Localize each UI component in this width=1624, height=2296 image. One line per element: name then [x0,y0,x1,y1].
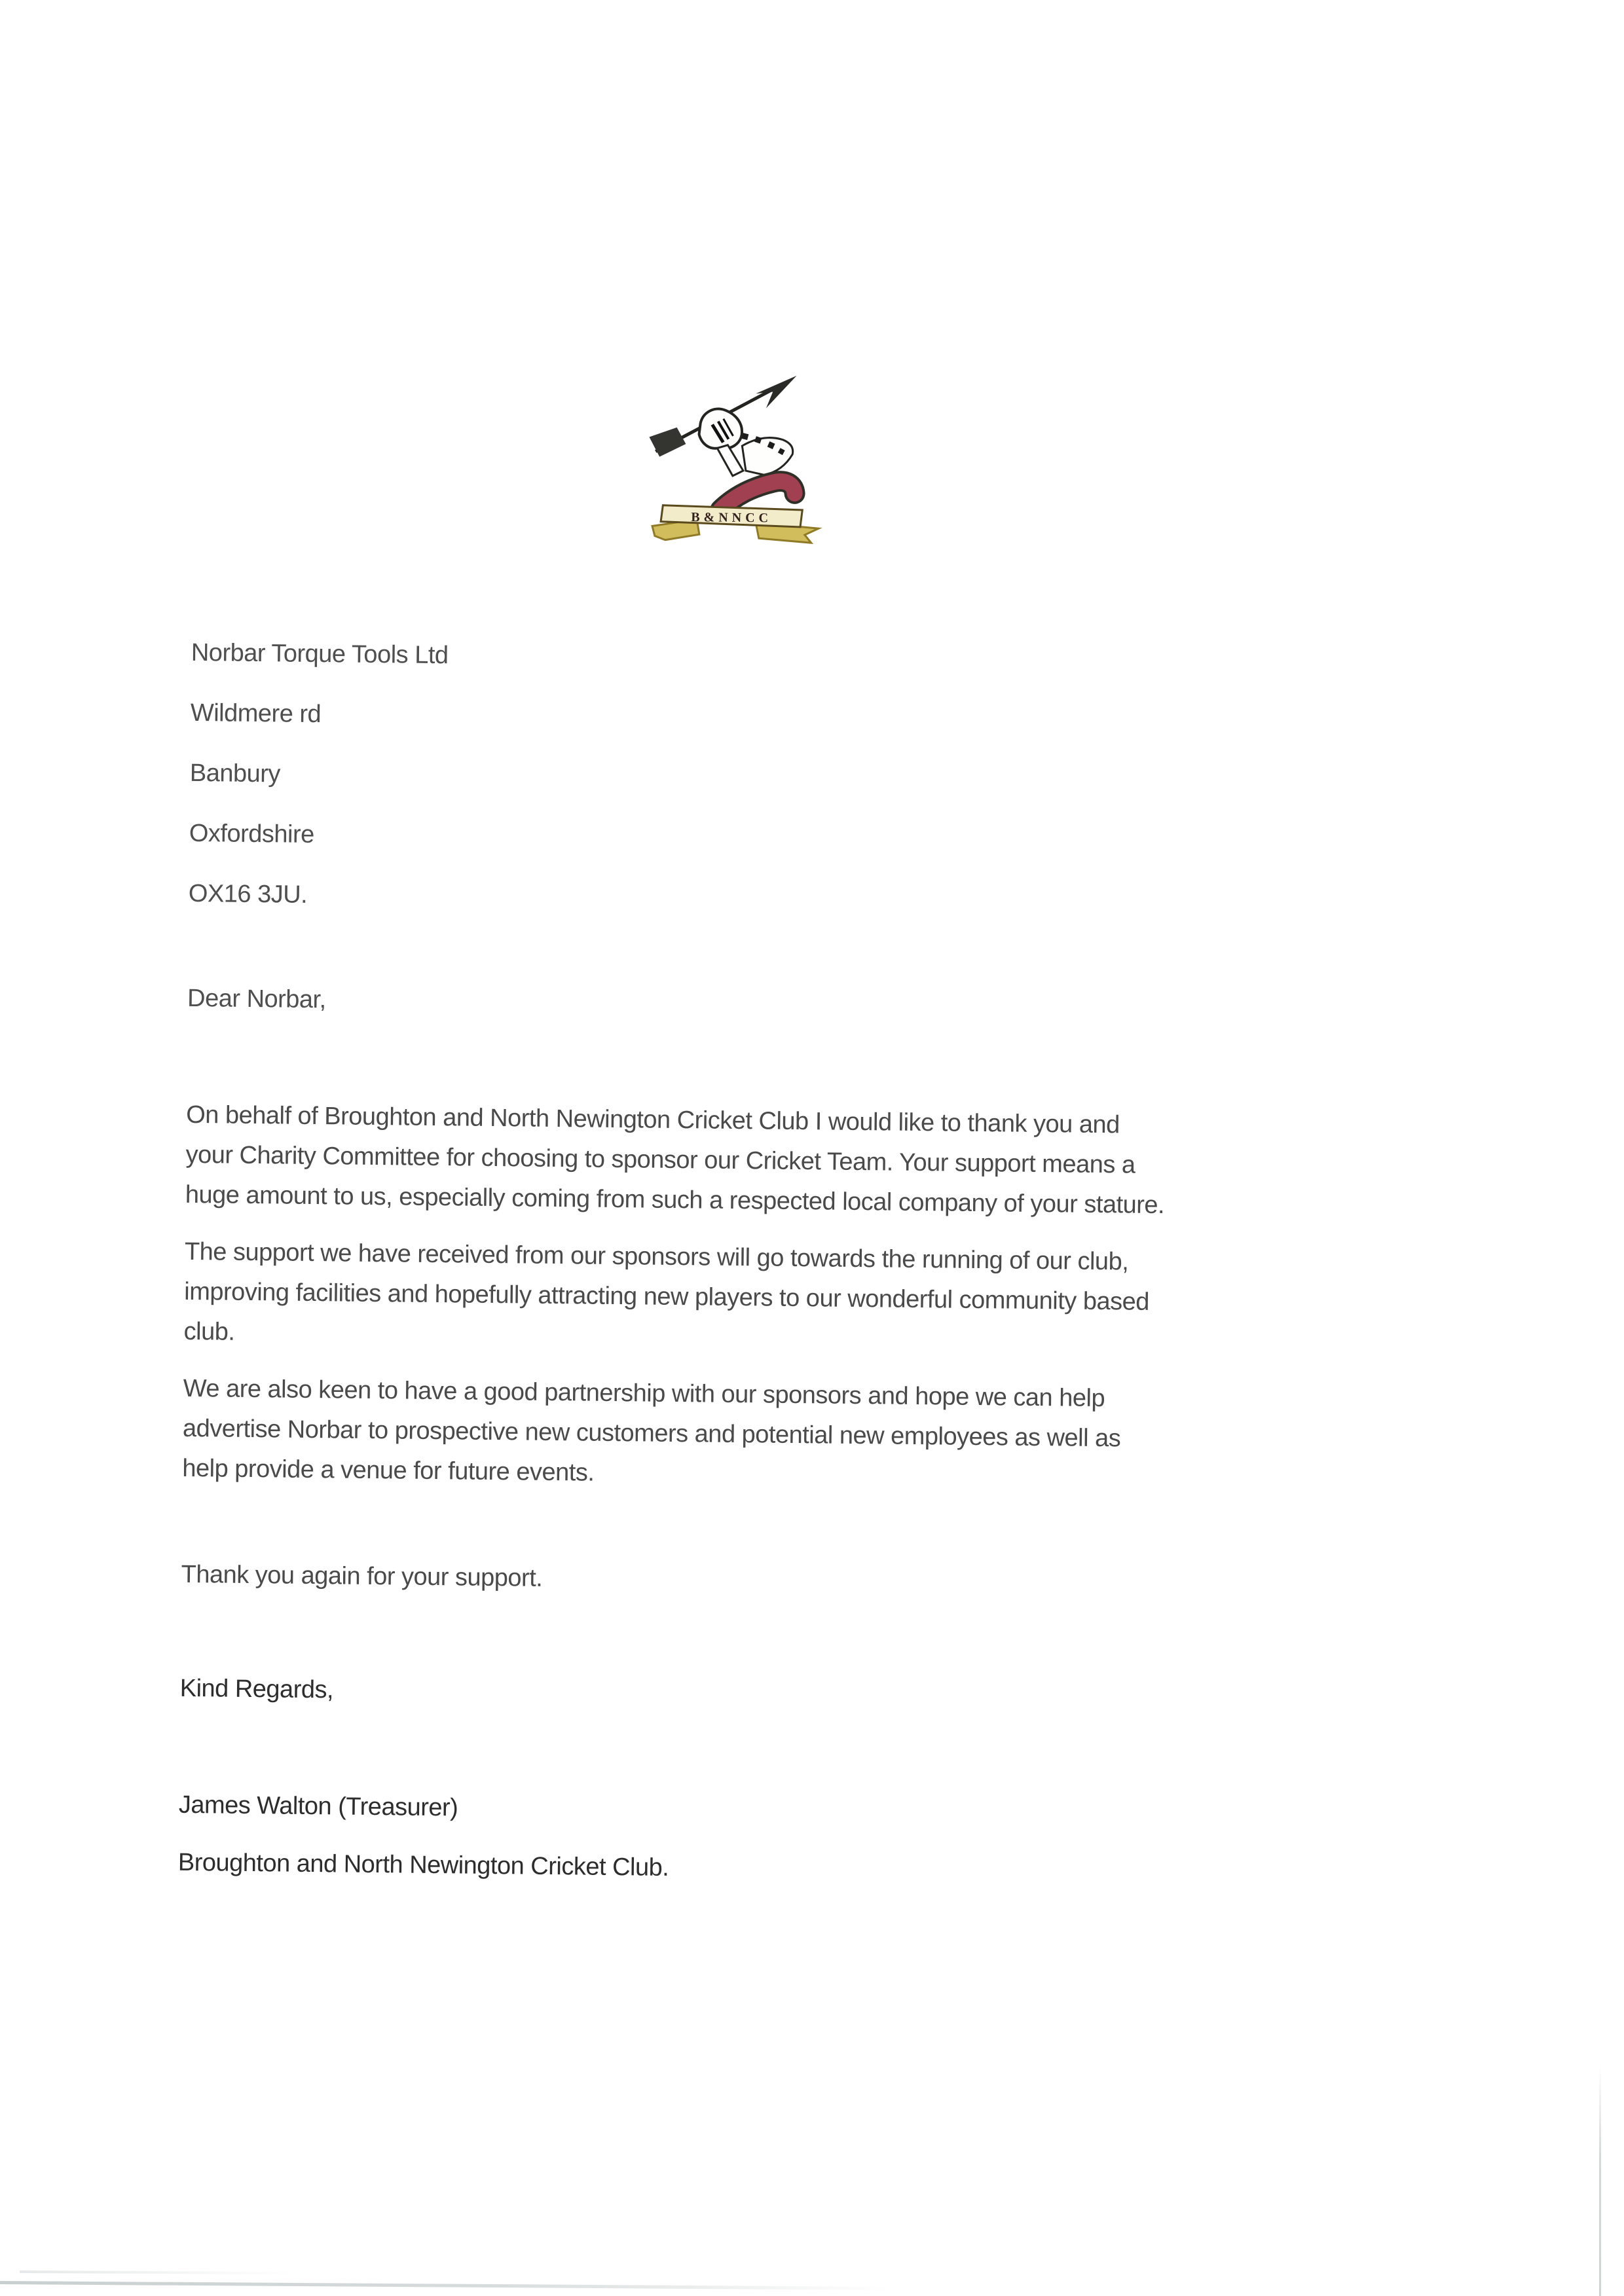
glove-icon [699,409,742,448]
crest-banner [652,505,819,543]
recipient-line-postcode: OX16 3JU. [188,879,308,909]
paragraph-1 [185,1095,1166,1226]
paragraph-1-line: your Charity Committee for choosing to sponsor our Cricket Team. Your support means a [185,1140,1135,1179]
paragraph-1-line: On behalf of Broughton and North Newington Cricket Club I would like to thank you and [186,1101,1120,1139]
cricket-club-crest-icon [643,370,835,545]
crest-fan [741,433,793,475]
crest-neck [717,445,744,476]
crest-sleeve [720,481,794,511]
signature-name: James Walton (Treasurer) [178,1791,458,1822]
crest-banner-label: B&NNCC [691,510,773,526]
paragraph-2-line: club. [183,1317,235,1346]
recipient-line-street: Wildmere rd [190,699,322,729]
thanks-line: Thank you again for your support. [181,1560,543,1592]
paragraph-2-line: The support we have received from our sponsors will go towards the running of our club, [184,1237,1129,1276]
scan-artifact-right-edge [1599,2066,1601,2296]
paragraph-3 [182,1369,1121,1499]
paragraph-2-line: improving facilities and hopefully attracting new players to our wonderful community based [184,1277,1150,1316]
closing-line: Kind Regards, [179,1674,334,1704]
signature-club: Broughton and North Newington Cricket Club. [177,1848,669,1882]
paragraph-3-line: We are also keen to have a good partnership with our sponsors and hope we can help [183,1374,1105,1413]
paragraph-2 [183,1232,1150,1362]
recipient-line-town: Banbury [189,759,281,788]
paragraph-1-line: huge amount to us, especially coming from such a respected local company of your stature. [185,1180,1165,1220]
recipient-line-company: Norbar Torque Tools Ltd [191,638,449,670]
recipient-line-county: Oxfordshire [189,819,315,848]
paragraph-3-line: help provide a venue for future events. [182,1454,595,1487]
paragraph-3-line: advertise Norbar to prospective new customers and potential new employees as well as [182,1414,1121,1453]
greeting: Dear Norbar, [187,984,326,1014]
